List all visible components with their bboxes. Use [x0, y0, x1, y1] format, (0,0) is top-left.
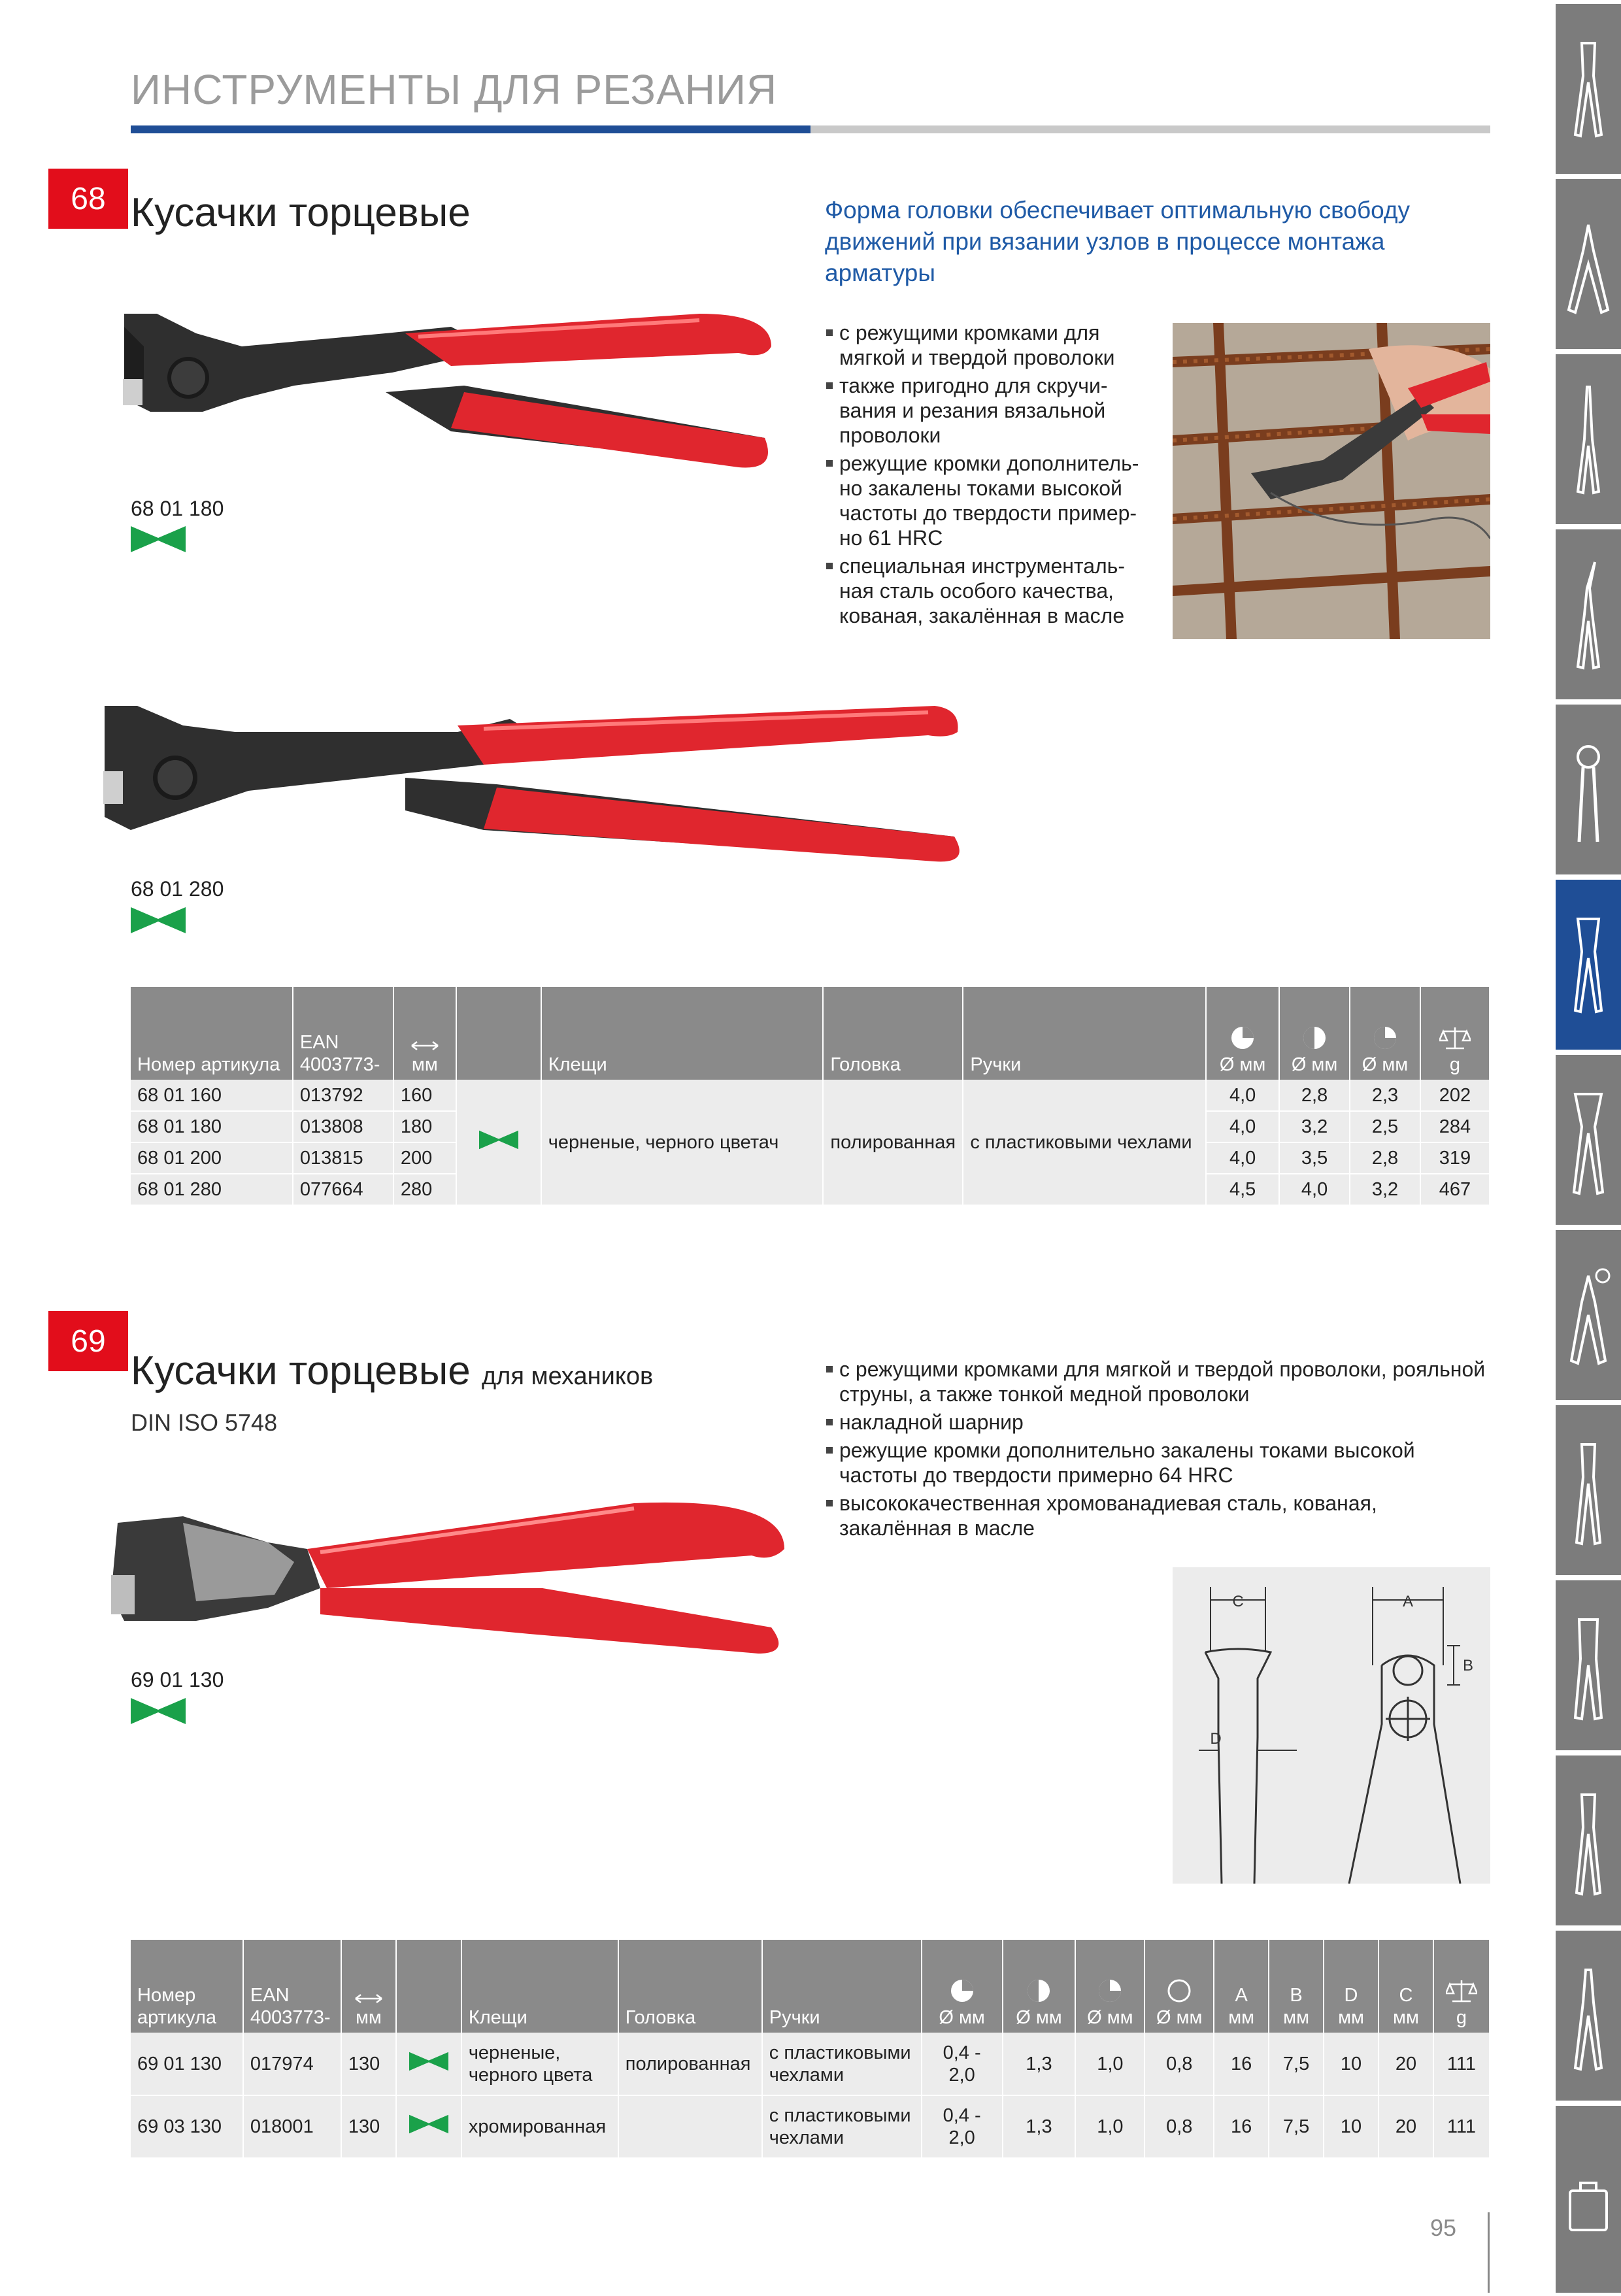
- header-pliers: Клещи: [461, 1940, 618, 2033]
- polished-head-icon: [131, 526, 186, 552]
- header-hard-wire: Ø мм: [1075, 1940, 1145, 2033]
- tab-bent-nose-pliers[interactable]: [1556, 529, 1621, 699]
- product-subheading: Форма головки обеспечивает оптимальную свободу движений при вязании узлов в процессе монтажа арматуры: [825, 197, 1410, 286]
- article-number: 68 01 180: [131, 497, 224, 520]
- header-length: мм: [393, 987, 456, 1080]
- diagram-label-b: B: [1462, 1657, 1474, 1674]
- scale-icon: [1446, 1978, 1477, 2004]
- polished-head-icon: [131, 1698, 186, 1724]
- page-number-rule: [1488, 2212, 1490, 2293]
- chrome-head-icon: [409, 2114, 448, 2134]
- water-pump-pliers-icon: [1556, 1055, 1621, 1225]
- header-ean: EAN 4003773-: [293, 987, 393, 1080]
- table-row: 68 01 200 013815 200 4,0 3,5 2,8 319: [131, 1142, 1490, 1174]
- table-row: 68 01 280 077664 280 4,5 4,0 3,2 467: [131, 1174, 1490, 1205]
- header-blank: [456, 987, 541, 1080]
- special-pliers-icon: [1556, 1931, 1621, 2101]
- header-dim-d: D мм: [1324, 1940, 1379, 2033]
- table-row: 69 01 130 017974 130 черненые, черного цвета полированная с пластиковыми чехлами 0,4 - 2,0 1,3 1,0 0,8 16 7,5 10 20 111: [131, 2033, 1490, 2095]
- feature-item: также пригодно для скручи-вания и резания вязальной проволоки: [825, 373, 1152, 448]
- medium-wire-icon: [1301, 1025, 1328, 1051]
- header-head: Головка: [618, 1940, 762, 2033]
- end-cutters-icon: [1556, 880, 1621, 1050]
- header-handles: Ручки: [762, 1940, 922, 2033]
- section-title: ИНСТРУМЕНТЫ ДЛЯ РЕЗАНИЯ: [131, 66, 778, 113]
- header-ean: EAN 4003773-: [243, 1940, 341, 2033]
- polished-head-icon: [409, 2052, 448, 2071]
- product-image-68-01-180: [111, 307, 784, 471]
- feature-item: высококачественная хромованадиевая сталь, кованая, закалённая в масле: [825, 1491, 1492, 1540]
- crimper-icon: [1556, 179, 1621, 349]
- header-medium-wire: Ø мм: [1003, 1940, 1076, 2033]
- feature-list: [825, 1357, 1492, 1544]
- table-header-row: [131, 1940, 1490, 2033]
- hard-wire-icon: [1372, 1025, 1398, 1051]
- header-dim-c: C мм: [1379, 1940, 1433, 2033]
- scale-icon: [1439, 1025, 1471, 1051]
- header-hard-wire: Ø мм: [1350, 987, 1420, 1080]
- tab-tool-cases[interactable]: [1556, 2106, 1621, 2293]
- feature-list: [825, 320, 1152, 631]
- header-rule-accent: [131, 125, 811, 133]
- diagram-label-c: C: [1232, 1593, 1244, 1610]
- soft-wire-icon: [949, 1978, 975, 2004]
- table-row: 69 03 130 018001 130 хромированная с пластиковыми чехлами 0,4 - 2,0 1,3 1,0 0,8 16 7,5 10 20 111: [131, 2095, 1490, 2158]
- polished-head-icon: [479, 1130, 518, 1150]
- dimension-diagram: [1173, 1567, 1490, 1884]
- section-number-badge: 69: [48, 1311, 128, 1371]
- header-article: Номер артикула: [131, 1940, 243, 2033]
- feature-item: режущие кромки дополнительно закалены токами высокой частоты до твердости примерно 64 HRC: [825, 1438, 1492, 1488]
- header-blank: [396, 1940, 461, 2033]
- polished-head-icon: [131, 907, 186, 933]
- bent-nose-pliers-icon: [1556, 529, 1621, 699]
- table-row: 68 01 160 013792 160 черненые, черного цветач полированная с пластиковыми чехлами 4,0 2,8 2,3 202: [131, 1080, 1490, 1111]
- header-length: мм: [341, 1940, 396, 2033]
- head-finish-cell: [396, 2095, 461, 2158]
- product-title-suffix: для механиков: [482, 1363, 654, 1390]
- header-article: Номер артикула: [131, 987, 293, 1080]
- header-piano-wire: Ø мм: [1145, 1940, 1214, 2033]
- wire-stripper-icon: [1556, 1230, 1621, 1400]
- crimp-tool-icon: [1556, 1580, 1621, 1750]
- tab-crimping-pliers[interactable]: [1556, 179, 1621, 349]
- standard-label: DIN ISO 5748: [131, 1409, 278, 1436]
- length-arrow-icon: [354, 1993, 383, 2004]
- tab-water-pump-pliers[interactable]: [1556, 1055, 1621, 1225]
- tab-end-cutters[interactable]: [1556, 880, 1621, 1050]
- cable-cutters-icon: [1556, 1405, 1621, 1575]
- header-soft-wire: Ø мм: [922, 1940, 1003, 2033]
- feature-item: накладной шарнир: [825, 1410, 1492, 1435]
- hard-wire-icon: [1097, 1978, 1123, 2004]
- header-soft-wire: Ø мм: [1206, 987, 1279, 1080]
- section-number-badge: 68: [48, 169, 128, 229]
- table-header-row: [131, 987, 1490, 1080]
- feature-item: режущие кромки дополнитель-но закалены токами высокой частоты до твердости пример-но 61 HRC: [825, 451, 1152, 550]
- header-dim-a: A мм: [1214, 1940, 1269, 2033]
- header-dim-b: B мм: [1269, 1940, 1324, 2033]
- table-row: 68 01 180 013808 180 4,0 3,2 2,5 284: [131, 1111, 1490, 1142]
- header-medium-wire: Ø мм: [1279, 987, 1350, 1080]
- tab-long-nose-pliers[interactable]: [1556, 354, 1621, 524]
- application-photo: [1173, 323, 1490, 639]
- diagram-label-d: D: [1210, 1730, 1222, 1748]
- article-number: 68 01 280: [131, 877, 224, 901]
- product-image-68-01-280: [92, 699, 987, 869]
- piano-wire-icon: [1166, 1978, 1192, 2004]
- tab-strippers[interactable]: [1556, 1230, 1621, 1400]
- page-number: 95: [1430, 2214, 1457, 2241]
- header-weight: g: [1433, 1940, 1490, 2033]
- header-rule: [811, 125, 1490, 133]
- medium-wire-icon: [1026, 1978, 1052, 2004]
- head-finish-cell: [456, 1080, 541, 1205]
- product-title: Кусачки торцевые: [131, 190, 471, 235]
- head-finish-cell: [396, 2033, 461, 2095]
- tab-cable-cutters[interactable]: [1556, 1405, 1621, 1575]
- article-number: 69 01 130: [131, 1668, 224, 1691]
- tab-crimp-tools[interactable]: [1556, 1580, 1621, 1750]
- tab-special-pliers[interactable]: [1556, 1931, 1621, 2101]
- tab-combination-pliers[interactable]: [1556, 4, 1621, 174]
- spec-table-69: [131, 1940, 1490, 2159]
- feature-item: с режущими кромками для мягкой и твердой проволоки: [825, 320, 1152, 370]
- tab-insulated-tools[interactable]: [1556, 1755, 1621, 1925]
- pliers-icon: [1556, 4, 1621, 174]
- soft-wire-icon: [1229, 1025, 1256, 1051]
- long-nose-pliers-icon: [1556, 354, 1621, 524]
- insulated-pliers-icon: [1556, 1755, 1621, 1925]
- header-handles: Ручки: [963, 987, 1206, 1080]
- feature-item: с режущими кромками для мягкой и твердой проволоки, рояльной струны, а также тонкой медной проволоки: [825, 1357, 1492, 1406]
- tool-case-icon: [1556, 2106, 1621, 2293]
- spec-table-68: [131, 987, 1490, 1206]
- feature-item: специальная инструменталь-ная сталь особого качества, кованая, закалённая в масле: [825, 554, 1152, 628]
- header-head: Головка: [823, 987, 963, 1080]
- pincers-icon: [1556, 705, 1621, 874]
- diagram-label-a: A: [1402, 1593, 1414, 1610]
- product-title: Кусачки торцевые для механиков: [131, 1348, 654, 1393]
- header-weight: g: [1420, 987, 1490, 1080]
- header-pliers: Клещи: [541, 987, 824, 1080]
- tab-carpenters-pincers[interactable]: [1556, 705, 1621, 874]
- length-arrow-icon: [410, 1040, 439, 1051]
- product-image-69-01-130: [111, 1490, 791, 1660]
